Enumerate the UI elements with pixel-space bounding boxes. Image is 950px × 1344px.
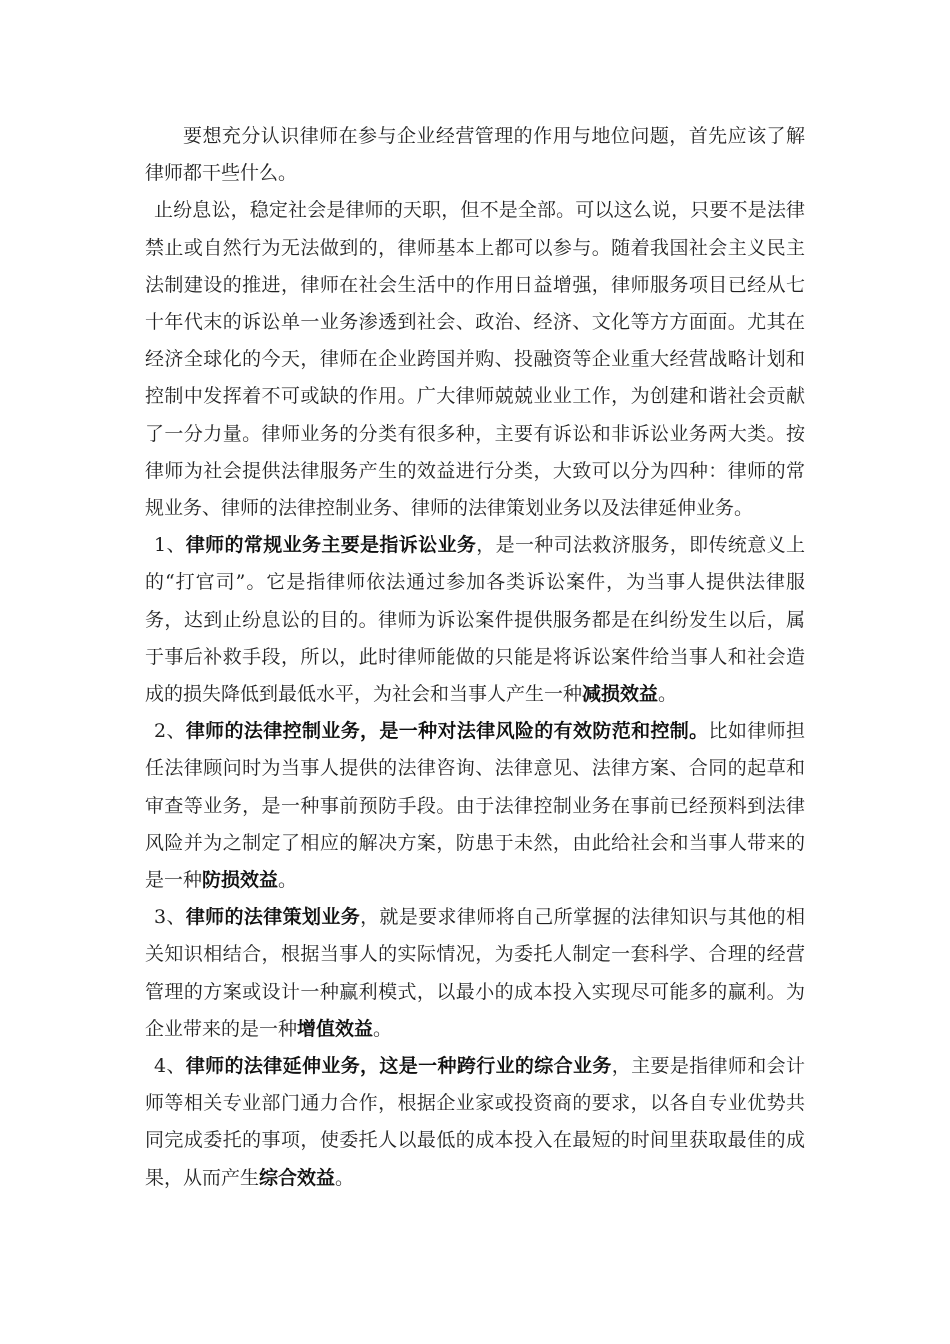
- item-benefit: 减损效益: [582, 683, 659, 706]
- item-text: ，就是要求律师将自己所掌握的法律知识与其他的相关知识相结合，根据当事人的实际情况，为委托人制定一套科学、合理的经营管理的方案或设计一种赢利模式，以最小的成本投入实现尽可能多的赢利。为企业带来的是一种: [145, 906, 805, 1040]
- item-number: 3、: [154, 906, 186, 929]
- item-benefit: 增值效益: [297, 1017, 374, 1040]
- item-benefit: 防损效益: [202, 869, 279, 892]
- item-lead: 律师的法律控制业务，是一种对法律风险的有效防范和控制。: [185, 720, 709, 743]
- item-benefit: 综合效益: [259, 1166, 336, 1189]
- item-number: 2、: [154, 720, 186, 743]
- item-number: 1、: [154, 534, 186, 557]
- item-number: 4、: [154, 1055, 186, 1078]
- item-end: 。: [278, 869, 298, 892]
- overview-paragraph: [145, 192, 805, 527]
- item-end: 。: [373, 1017, 393, 1040]
- document-body: [145, 118, 805, 1197]
- item-text: ，主要是指律师和会计师等相关专业部门通力合作，根据企业家或投资商的要求，以各自专业优势共同完成委托的事项，使委托人以最低的成本投入在最短的时间里获取最佳的成果，从而产生: [145, 1055, 805, 1189]
- item-paragraph-1: [145, 527, 805, 713]
- item-paragraph-2: [145, 713, 805, 899]
- item-text: 比如律师担任法律顾问时为当事人提供的法律咨询、法律意见、法律方案、合同的起草和审查等业务，是一种事前预防手段。由于法律控制业务在事前已经预料到法律风险并为之制定了相应的解决方案，防患于未然，由此给社会和当事人带来的是一种: [145, 720, 805, 892]
- item-paragraph-4: [145, 1048, 805, 1197]
- item-end: 。: [335, 1166, 355, 1189]
- item-end: 。: [658, 683, 678, 706]
- item-paragraph-3: [145, 899, 805, 1048]
- item-lead: 律师的法律策划业务: [185, 906, 361, 929]
- overview-text: 止纷息讼，稳定社会是律师的天职，但不是全部。可以这么说，只要不是法律禁止或自然行为无法做到的，律师基本上都可以参与。随着我国社会主义民主法制建设的推进，律师在社会生活中的作用日益增强，律师服务项目已经从七十年代末的诉讼单一业务渗透到社会、政治、经济、文化等方方面面。尤其在经济全球化的今天，律师在企业跨国并购、投融资等企业重大经营战略计划和控制中发挥着不可或缺的作用。广大律师兢兢业业工作，为创建和谐社会贡献了一分力量。律师业务的分类有很多种，主要有诉讼和非诉讼业务两大类。按律师为社会提供法律服务产生的效益进行分类，大致可以分为四种：律师的常规业务、律师的法律控制业务、律师的法律策划业务以及法律延伸业务。: [145, 199, 805, 520]
- item-lead: 律师的法律延伸业务，这是一种跨行业的综合业务: [185, 1055, 612, 1078]
- item-text: ，是一种司法救济服务，即传统意义上的“打官司”。它是指律师依法通过参加各类诉讼案件，为当事人提供法律服务，达到止纷息讼的目的。律师为诉讼案件提供服务都是在纠纷发生以后，属于事后补救手段，所以，此时律师能做的只能是将诉讼案件给当事人和社会造成的损失降低到最低水平，为社会和当事人产生一种: [145, 534, 805, 706]
- intro-paragraph: [145, 118, 805, 192]
- intro-text: 要想充分认识律师在参与企业经营管理的作用与地位问题，首先应该了解律师都干些什么。: [145, 125, 805, 185]
- item-lead: 律师的常规业务主要是指诉讼业务: [185, 534, 477, 557]
